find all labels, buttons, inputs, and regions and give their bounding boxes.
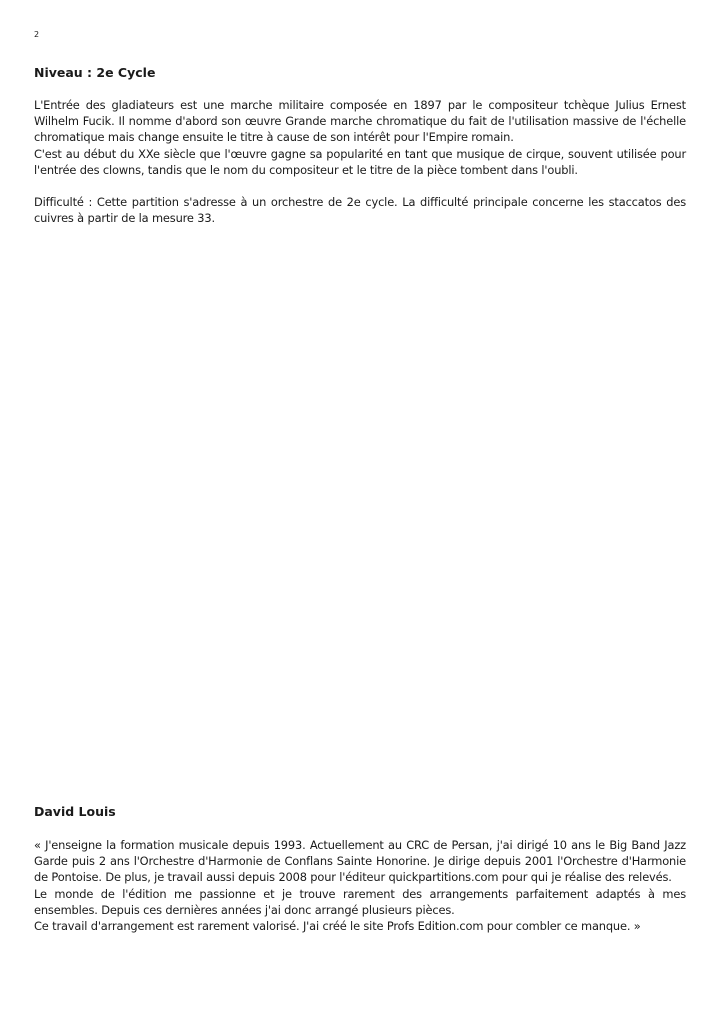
level-heading: Niveau : 2e Cycle bbox=[34, 65, 156, 80]
biography-paragraph: « J'enseigne la formation musicale depuis 1993. Actuellement au CRC de Persan, j'ai dirigé 10 ans le Big Band Jazz Garde puis 2 ans l'Orchestre d'Harmonie de Conflans Sainte Honorine. Je dirige depuis 2001 l'Orchestre d'Harmonie de Pontoise. De plus, je travail aussi depuis 2008 pour l'éditeur quickpartitions.com pour qui je réalise des relevés. bbox=[34, 838, 686, 885]
difficulty-paragraph: Difficulté : Cette partition s'adresse à un orchestre de 2e cycle. La difficulté principale concerne les staccatos des cuivres à partir de la mesure 33. bbox=[34, 195, 686, 226]
work-description bbox=[34, 97, 686, 226]
description-paragraph: C'est au début du XXe siècle que l'œuvre gagne sa popularité en tant que musique de cirque, souvent utilisée pour l'entrée des clowns, tandis que le nom du compositeur et le titre de la pièce tombent dans l'oubli. bbox=[34, 146, 686, 177]
page-number: 2 bbox=[34, 30, 40, 39]
biography-paragraph: Ce travail d'arrangement est rarement valorisé. J'ai créé le site Profs Edition.com pour combler ce manque. » bbox=[34, 919, 641, 934]
author-biography bbox=[34, 837, 686, 934]
author-heading: David Louis bbox=[34, 804, 116, 819]
description-paragraph: L'Entrée des gladiateurs est une marche militaire composée en 1897 par le compositeur tchèque Julius Ernest Wilhelm Fucik. Il nomme d'abord son œuvre Grande marche chromatique du fait de l'utilisation massive de l'échelle chromatique mais change ensuite le titre à cause de son intérêt pour l'Empire romain. bbox=[34, 98, 686, 145]
biography-paragraph: Le monde de l'édition me passionne et je trouve rarement des arrangements parfaitement adaptés à mes ensembles. Depuis ces dernières années j'ai donc arrangé plusieurs pièces. bbox=[34, 886, 686, 917]
